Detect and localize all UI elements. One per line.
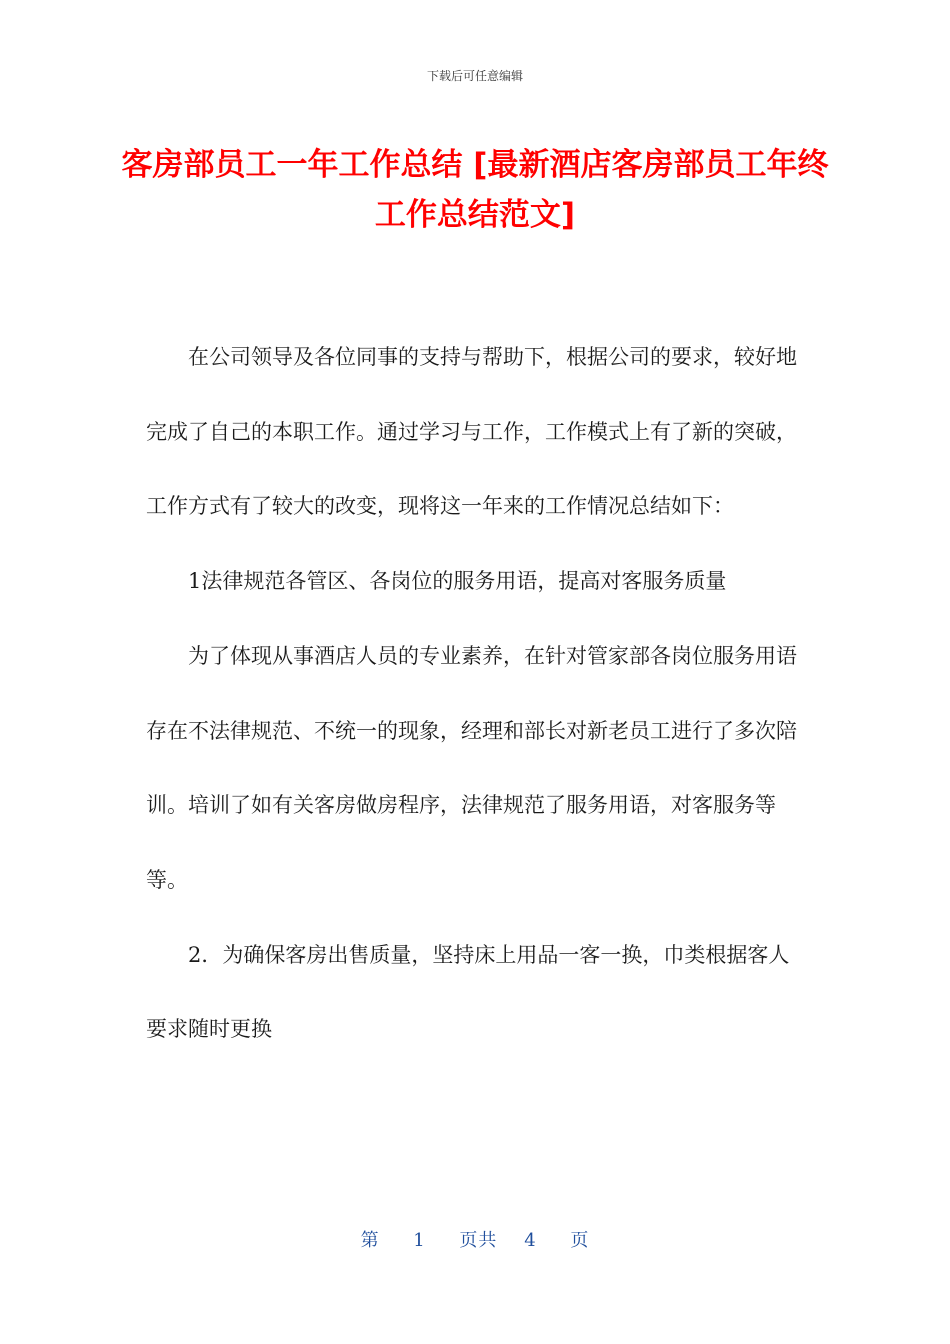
footer-mid: 页共 bbox=[459, 1230, 498, 1251]
footer-gap bbox=[386, 1230, 406, 1251]
footer-current-page: 1 bbox=[413, 1230, 426, 1251]
document-title: 客房部员工一年工作总结 [最新酒店客房部员工年终工作总结范文] bbox=[121, 147, 829, 233]
footer-gap bbox=[432, 1230, 452, 1251]
header-note: 下载后可任意编辑 bbox=[426, 69, 523, 83]
footer-total-pages: 4 bbox=[524, 1230, 537, 1251]
footer-prefix: 第 bbox=[360, 1230, 380, 1251]
paragraph-point-1-detail: 为了体现从事酒店人员的专业素养，在针对管家部各岗位服务用语存在不法律规范、不统一的现象，经理和部长对新老员工进行了多次陪训。培训了如有关客房做房程序，法律规范了服务用语，对客服务等等。 bbox=[146, 643, 797, 892]
paragraph-point-1: 1法律规范各管区、各岗位的服务用语，提高对客服务质量 bbox=[188, 569, 727, 594]
footer-suffix: 页 bbox=[570, 1230, 590, 1251]
page-footer bbox=[0, 1226, 950, 1252]
footer-gap bbox=[504, 1230, 517, 1251]
footer-gap bbox=[543, 1230, 563, 1251]
paragraph-intro: 在公司领导及各位同事的支持与帮助下，根据公司的要求，较好地完成了自己的本职工作。通过学习与工作，工作模式上有了新的突破，工作方式有了较大的改变，现将这一年来的工作情况总结如下： bbox=[146, 345, 797, 519]
paragraph-point-2: 2．为确保客房出售质量，坚持床上用品一客一换，巾类根据客人要求随时更换 bbox=[146, 942, 790, 1042]
document-body bbox=[146, 320, 806, 1067]
